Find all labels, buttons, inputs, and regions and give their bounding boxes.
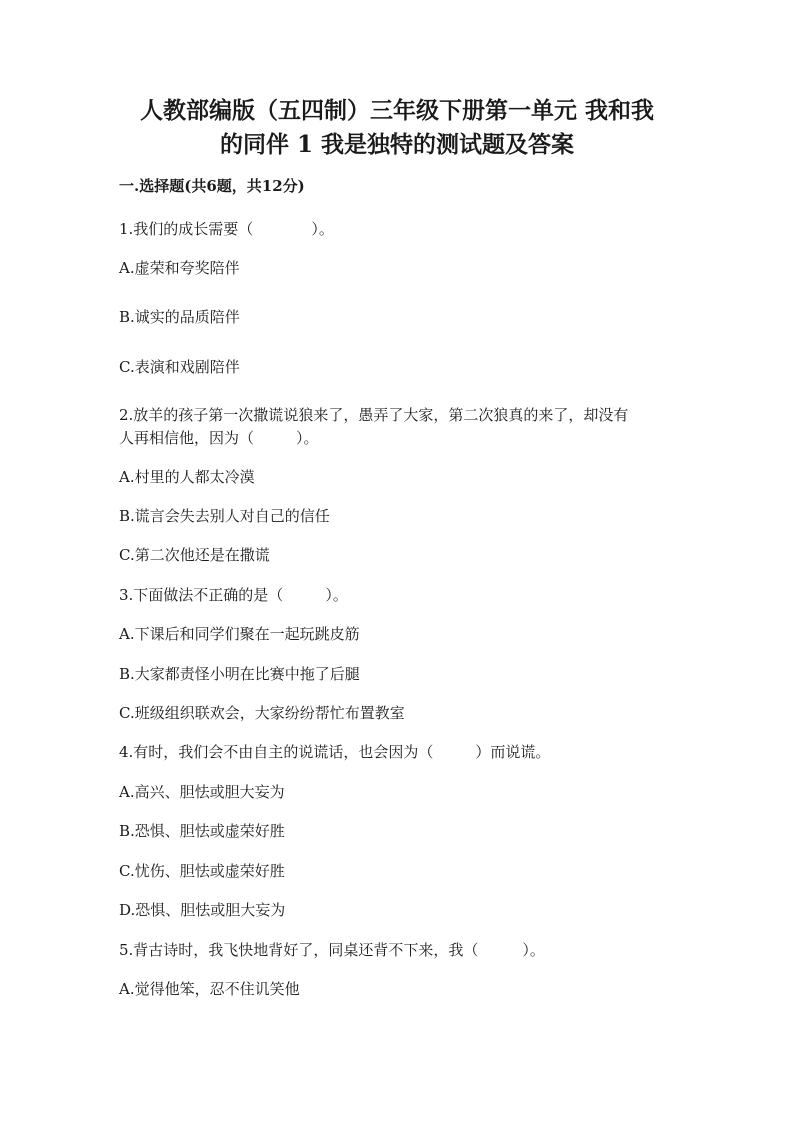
question-1-option-a: A.虚荣和夸奖陪伴 (119, 259, 240, 277)
question-5-stem-before: 5.背古诗时，我飞快地背好了，同桌还背不下来，我（ (119, 941, 479, 959)
section-heading: 一.选择题(共6题，共12分) (119, 177, 305, 195)
question-5-option-a: A.觉得他笨，忍不住讥笑他 (119, 980, 300, 998)
question-4-option-c: C.忧伤、胆怯或虚荣好胜 (119, 862, 285, 880)
document-title-line-1: 人教部编版（五四制）三年级下册第一单元 我和我 (139, 97, 654, 124)
question-2-stem-line-1: 2.放羊的孩子第一次撒谎说狼来了，愚弄了大家，第二次狼真的来了，却没有 (119, 406, 629, 424)
question-1-stem-after: ）。 (311, 220, 334, 238)
question-4-option-b: B.恐惧、胆怯或虚荣好胜 (119, 822, 285, 840)
question-5-stem-after: ）。 (522, 941, 545, 959)
question-3-stem-before: 3.下面做法不正确的是（ (119, 586, 284, 604)
question-4-stem-before: 4.有时，我们会不由自主的说谎话，也会因为（ (119, 743, 434, 761)
question-2-option-c: C.第二次他还是在撒谎 (119, 546, 270, 564)
question-4-stem-after: ）而说谎。 (475, 743, 551, 761)
question-4-option-a: A.高兴、胆怯或胆大妄为 (119, 783, 285, 801)
question-1-stem-before: 1.我们的成长需要（ (119, 220, 254, 238)
question-5-stem (119, 939, 679, 961)
question-3-stem-after: ）。 (325, 586, 348, 604)
question-1-option-c: C.表演和戏剧陪伴 (119, 358, 240, 376)
question-1-stem (119, 218, 679, 240)
question-4-stem (119, 741, 679, 763)
document-title-line-2: 的同伴 1 我是独特的测试题及答案 (219, 131, 575, 158)
question-2-option-a: A.村里的人都太冷漠 (119, 468, 255, 486)
question-1-option-b: B.诚实的品质陪伴 (119, 308, 240, 326)
question-2-option-b: B.谎言会失去别人对自己的信任 (119, 507, 330, 525)
question-4-option-d: D.恐惧、胆怯或胆大妄为 (119, 901, 286, 919)
question-3-option-a: A.下课后和同学们聚在一起玩跳皮筋 (119, 625, 360, 643)
question-3-option-b: B.大家都责怪小明在比赛中拖了后腿 (119, 665, 360, 683)
question-2-stem-line-2 (119, 427, 679, 449)
question-3-stem (119, 584, 679, 606)
question-2-stem-after: ）。 (296, 429, 319, 447)
question-3-option-c: C.班级组织联欢会，大家纷纷帮忙布置教室 (119, 704, 405, 722)
question-2-stem-before: 人再相信他，因为（ (119, 429, 255, 447)
